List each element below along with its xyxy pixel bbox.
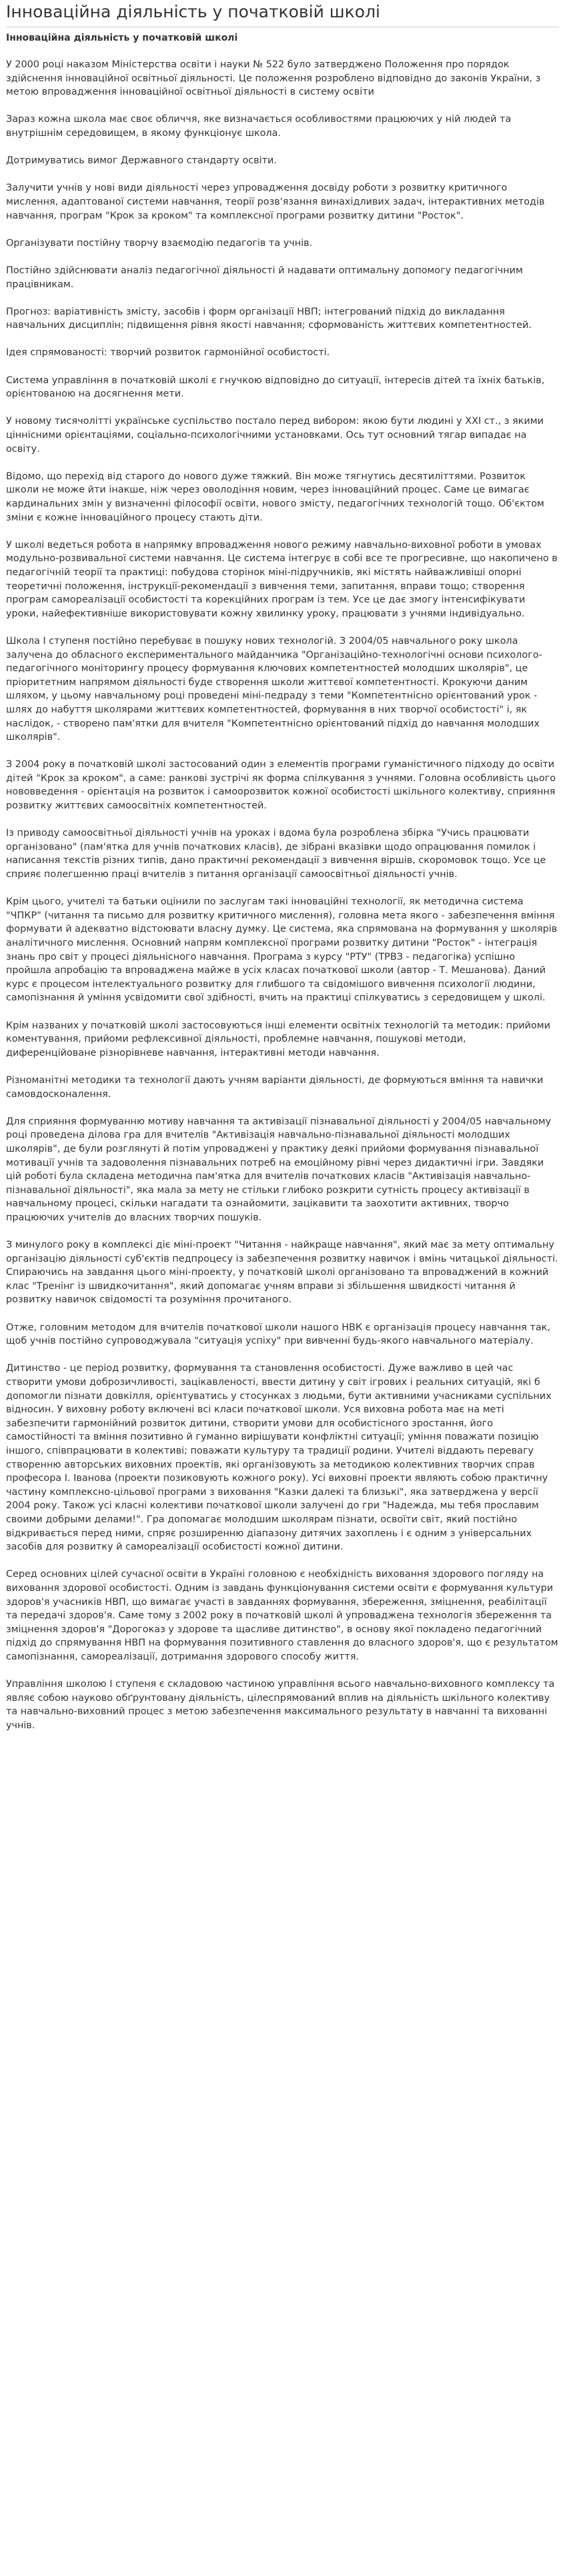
paragraph: Для сприяння формуванню мотиву навчання та активізації пізнавальної діяльності у 2004/05 навчальному році проведена ділова гра для вчителів "Активізація навчально-пізнавальної діяльності молодших школярів", де були розглянуті й потім упроваджені у практику деякі прийоми формування пізнавальної мотивації учнів та задоволення пізнавальних потреб на емоційному рівні через дидактичні ігри. Завдяки цій роботі була складена методична пам'ятка для вчителів початкових класів "Активізація навчально-пізнавальної діяльності", яка мала за мету не стільки глибоко розкрити сутність процесу активізації в навчальному процесі, скільки нагадати та ознайомити, зацікавити та заохотити активних, творчо працюючих учителів до власних творчих пошуків. bbox=[6, 1116, 552, 1223]
paragraph: Відомо, що перехід від старого до нового дуже тяжкий. Він може тягнутись десятиліттями. Розвиток школи не може йти інакше, ніж через оволодіння новим, через інноваційний процес. Саме це вимагає кардинальних змін у визначенні філософії освіти, нового змісту, педагогічних технологій тощо. Об'єктом зміни є кожне інноваційного процесу стають діти. bbox=[6, 471, 544, 523]
paragraph: Дитинство - це період розвитку, формування та становлення особистості. Дуже важливо в цей час створити умови доброзичливості, зацікавленості, ввести дитину у світ ігрових і реальних ситуацій, які б допомогли пізнати довкілля, орієнтуватись у стосунках з людьми, бути активними учасниками суспільних відносин. У виховну роботу включені всі класи початкової школи. Уся виховна робота має на меті забезпечити гармонійний розвиток дитини, створити умови для особистісного зростання, його самостійності та вміння позитивно й гуманно вирішувати конфліктні ситуації; уміння поважати позицію іншого, співпрацювати в колективі; поважати культуру та традиції родини. Учителі віддають перевагу створенню авторських виховних проектів, які організовують за методикою колективних творчих справ професора І. Іванова (проекти позиковують кожного року). Усі виховні проекти являють собою практичну частину комплексно-цільової програми з виховання "Казки далекі та близькі", яка затверджена у версії 2004 року. Також усі класні колективи початкової школи залучені до гри "Надежда, мы тебя прославим своими добрыми делами!". Гра допомагає молодшим школярам пізнати, освоїти світ, який постійно відкривається перед ними, спряє розширенню діапазону дитячих захоплень і є одним з універсальних засобів для розвитку й самореалізації особистості кожної дитини. bbox=[6, 1363, 552, 1553]
paragraph: Зараз кожна школа має своє обличчя, яке визначається особливостями працюючих у ній людей та внутрішнім середовищем, в якому функціонує школа. bbox=[6, 114, 512, 139]
paragraph: Прогноз: варіативність змісту, засобів і форм організації НВП; інтегрований підхід до викладання навчальних дисциплін; підвищення рівня якості навчання; сформованість життєвих компетентностей. bbox=[6, 306, 532, 331]
paragraph: У школі ведеться робота в напрямку впровадження нового режиму навчально-виховної роботи в умовах модульно-розвивальної системи навчання. Це система інтегрує в собі все те прогресивне, що накопичено в педагогічній теорії та практиці: побудова сторінок міні-підручників, які містять найважливіші опорні теоретичні положення, інструкції-рекомендації з вивчення теми, запитання, вправи тощо; створення програм самореалізації особистості та корекційних програм із тем. Усе це дає змогу інтенсифікувати уроки, найефективніше використовувати кожну хвилинку уроку, працювати з учнями індивідуально. bbox=[6, 539, 558, 619]
paragraph: Школа І ступеня постійно перебуває в пошуку нових технологій. З 2004/05 навчального року школа залучена до обласного експериментального майданчика "Організаційно-технологічні основи психолого-педагогічного моніторингу процесу формування ключових компетентностей молодших школярів", це пріоритетним напрямом діяльності буде створення школи життєвої компетентності. Крокуючи даним шляхом, у цьому навчальному році проведені міні-педраду з теми "Компетентнісно орієнтований урок - шлях до набуття школярами життєвих компетентностей, формування в них творчої особистості" і, як наслідок, - створено пам'ятки для вчителя "Компетентнісно орієнтований підхід до навчання молодших школярів". bbox=[6, 635, 542, 743]
page-title: Інноваційна діяльність у початковій школі bbox=[6, 0, 559, 27]
paragraph: Ідея спрямованості: творчий розвиток гармонійної особистості. bbox=[6, 347, 330, 359]
paragraph: З минулого року в комплексі діє міні-проект "Читання - найкраще навчання", який має за мету оптимальну організацію діяльності суб'єктів педпроцесу із забезпечення розвитку навичок і вмінь читацької діяльності. Спираючись на завдання цього міні-проекту, у початковій школі організовано та впроваджений в кожний клас "Тренінг із швидкочитання", який допомагає учням вправи зі збільшення швидкості читання й розвитку навичок свідомості та розуміння прочитаного. bbox=[6, 1240, 558, 1306]
paragraph: Дотримуватись вимог Державного стандарту освіти. bbox=[6, 155, 277, 167]
paragraph: Постійно здійснювати аналіз педагогічної діяльності й надавати оптимальну допомогу педагогічним працівникам. bbox=[6, 265, 523, 290]
paragraph: У 2000 році наказом Міністерства освіти і науки № 522 було затверджено Положення про порядок здійснення інноваційної освітньої діяльності. Це положення розроблено відповідно до законів України, з метою впровадження інноваційної освітньої діяльності в систему освіти bbox=[6, 59, 541, 98]
paragraph: Серед основних цілей сучасної освіти в Україні головною є необхідність виховання здорового погляду на виховання здорової особистості. Одним із завдань функціонування системи освіти є формування культури здоров'я учасників НВП, що вимагає участі в завданнях формування, збереження, зміцнення, реабілітації та передачі здоров'я. Саме тому з 2002 року в початковій школі й упроваджена технологія збереження та зміцнення здоров'я "Дорогоказ у здорове та щасливе дитинство", в основу якої покладено педагогічний підхід до спрямування НВП на формування позитивного ставлення до власного здоров'я, що є результатом самопізнання, самореалізації, дотримання здорового способу життя. bbox=[6, 1569, 558, 1662]
paragraph: Із приводу самоосвітньої діяльності учнів на уроках і вдома була розроблена збірка "Учись працювати організовано" (пам'ятка для учнів початкових класів), де зібрані вказівки щодо опрацювання помилок і написання текстів різних типів, дано практичні рекомендації з вивчення віршів, скоромовок тощо. Усе це сприяє полегшенню праці вчителів з питання організації самоосвітньої діяльності учнів. bbox=[6, 828, 546, 880]
paragraph: Отже, головним методом для вчителів початкової школи нашого НВК є організація процесу навчання так, щоб учнів постійно супроводжувала "ситуація успіху" при вивченні будь-якого навчального матеріалу. bbox=[6, 1322, 550, 1347]
article-heading: Інноваційна діяльність у початковій школі bbox=[6, 33, 238, 43]
paragraph: Система управління в початковій школі є гнучкою відповідно до ситуації, інтересів дітей та їхніх батьків, орієнтованою на досягнення мети. bbox=[6, 375, 545, 400]
paragraph: З 2004 року в початковій школі застосований один з елементів програми гуманістичного підходу до освіти дітей "Крок за кроком", а саме: ранкові зустрічі як форма спілкування з учнями. Головна особливість цього нововведення - орієнтація на розвиток і самоорозвиток кожної особистості шкільного колективу, сприяння розвитку життєвих самоосвітніх компетентностей. bbox=[6, 759, 556, 812]
paragraph: Управління школою І ступеня є складовою частиною управління всього навчально-виховного комплексу та являє собою науково обґрунтовану діяльність, цілеспрямований вплив на діяльність шкільного колективу та навчально-виховний процес з метою забезпечення максимального результату в навчанні та вихованні учнів. bbox=[6, 1679, 555, 1731]
paragraph: Крім цього, учителі та батьки оцінили по заслугам такі інноваційні технології, як методична система "ЧПКР" (читання та письмо для розвитку критичного мислення), головна мета якого - забезпечення вміння формувати й адекватно відстоювати власну думку. Це система, яка спрямована на формування у школярів аналітичного мислення. Основний напрям комплексної програми розвитку дитини "Росток" - інтеграція знань про світ у процесі діяльнісного навчання. Програма з курсу "РТУ" (ТРВЗ - педагогіка) успішно пройшла апробацію та впроваджена майже в усіх класах початкової школи (автор - Т. Мешанова). Даний курс є процесом інтелектуального розвитку для глибшого та свідомішого вивчення психології людини, самопізнання й уміння усвідомити свої здібності, вчить на практиці спілкуватись з середовищем у школі. bbox=[6, 896, 558, 1004]
paragraph: Крім названих у початковій школі застосовуються інші елементи освітніх технологій та методик: прийоми коментування, прийоми рефлексивної діяльності, проблемне навчання, пошукові методи, диференційоване різнорівневе навчання, інтерактивні методи навчання. bbox=[6, 1020, 550, 1058]
paragraph: У новому тисячолітті українське суспільство постало перед вибором: якою бути людині у ХХІ ст., з якими ціннісними орієнтаціями, соціально-психологічними установками. Ось тут основний тягар випадає на освіту. bbox=[6, 416, 544, 455]
paragraph: Залучити учнів у нові види діяльності через упровадження досвіду роботи з розвитку критичного мислення, адаптованої системи навчання, теорії розв'язання винахідливих задач, інтерактивних методів навчання, програм "Крок за кроком" та комплексної програми розвитку дитини "Росток". bbox=[6, 183, 545, 221]
paragraph: Різноманітні методики та технології дають учням варіанти діяльності, де формуються вміння та навички самовдосконалення. bbox=[6, 1074, 544, 1100]
paragraph: Організувати постійну творчу взаємодію педагогів та учнів. bbox=[6, 237, 313, 249]
